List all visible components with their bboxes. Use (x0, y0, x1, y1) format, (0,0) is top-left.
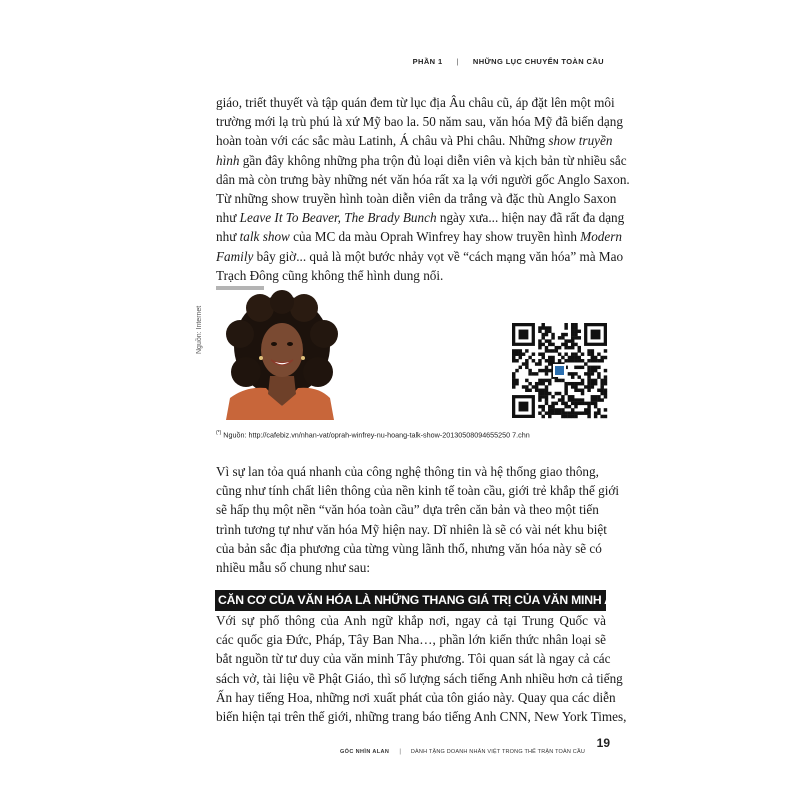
portrait-illustration (216, 294, 343, 420)
p1-line-7 (216, 208, 625, 227)
p1-line-9 (216, 247, 624, 266)
p1-line-3 (216, 131, 613, 150)
p3-line-5: Ấn hay tiếng Hoa, những nơi xuất phát của tôn giáo này. Quay qua các diễn (216, 689, 616, 705)
decorative-rule (216, 286, 264, 290)
footer-subtitle: DÀNH TẶNG DOANH NHÂN VIỆT TRONG THẾ TRẬN TOÀN CẦU (410, 749, 585, 755)
p1-line-5: dân mà còn trưng bày những nét văn hóa rất xa lạ với người gốc Anglo Saxon. (216, 171, 630, 187)
p2-line-2: cũng như tính chất liên thông của nền kinh tế toàn cầu, giới trẻ khắp thế giới (216, 483, 620, 499)
p2-line-4: trình tương tự như văn hóa Mỹ hiện nay. Dĩ nhiên là sẽ có vài nét khu biệt (216, 521, 607, 537)
p3-line-1: Với sự phổ thông của Anh ngữ khắp nơi, ngay cả tại Trung Quốc và (216, 613, 606, 628)
chapter-title: NHỮNG LỤC CHUYỂN TOÀN CẦU (472, 57, 604, 66)
p2-line-1: Vì sự lan tỏa quá nhanh của công nghệ thông tin và hệ thống giao thông, (216, 464, 599, 479)
page-footer (340, 736, 610, 758)
footer-book-title: GÓC NHÌN ALAN (340, 749, 390, 755)
p1-line-9-text: bây giờ... quả là một bước nhảy vọt về “cách mạng văn hóa” mà Mao (256, 248, 624, 264)
p3-line-2: các quốc gia Đức, Pháp, Tây Ban Nha…, phần lớn kiến thức nhân loại sẽ (216, 632, 606, 648)
p1-line-2: trường mới lạ trù phú là xứ Mỹ bao la. 50 năm sau, văn hóa Mỹ đã biến dạng (216, 114, 623, 130)
p1-line-7-text-b: ngày xưa... hiện nay đã rất đa dạng (439, 210, 625, 226)
qr-finder-top-left (512, 323, 535, 346)
paragraph-3 (216, 611, 627, 726)
source-note-link[interactable]: Nguồn: http://cafebiz.vn/nhan-vat/oprah-winfrey-nu-hoang-talk-show-20130508094655250 7.chn (223, 430, 530, 440)
p1-line-4-text: gần đây không những pha trộn đủ loại diễn viên và kịch bản từ nhiều sắc (242, 152, 627, 168)
p1-line-8 (216, 227, 622, 246)
photo-credit (196, 296, 210, 356)
photo-credit-text: Nguồn: Internet (196, 305, 203, 354)
source-note-marker: (*) (216, 430, 222, 436)
p1-line-4-italic: hình (216, 152, 240, 168)
p3-line-6: biến hiện tại trên thế giới, những trang báo tiếng Anh CNN, New York Times, (216, 709, 627, 725)
p1-line-4 (216, 151, 627, 170)
qr-code[interactable] (512, 323, 607, 418)
portrait-face (261, 323, 303, 377)
p1-line-8-italic-1: talk show (239, 229, 290, 245)
p3-line-4: sách vở, tài liệu về Phật Giáo, thì số lượng sách tiếng Anh nhiều hơn cả tiếng (216, 670, 623, 686)
p1-line-7-italic: Leave It To Beaver, The Brady Bunch (239, 210, 437, 226)
qr-code-graphic (512, 323, 607, 418)
p1-line-3-text: hoàn toàn với các sắc màu Latinh, Á châu và Phi châu. Những (216, 133, 546, 149)
p1-line-1: giáo, triết thuyết và tập quán đem từ lục địa Âu châu cũ, áp đặt lên một môi (216, 95, 615, 110)
source-note (216, 430, 616, 439)
running-head-separator: | (456, 57, 459, 66)
qr-finder-bottom-left (512, 395, 535, 418)
running-head (413, 57, 604, 66)
p2-line-3: sẽ hấp thụ một nền “văn hóa toàn cầu” dựa trên căn bản và theo một tiến (216, 502, 599, 518)
p1-line-8-text-b: của MC da màu Oprah Winfrey hay show truyền hình (293, 229, 577, 245)
p1-line-10: Trạch Đông cũng không thể hình dung nổi. (216, 267, 444, 283)
p1-line-8-italic-2: Modern (580, 229, 622, 245)
p2-line-5: của bản sắc địa phương của từng vùng lãnh thổ, nhưng văn hóa này sẽ có (216, 540, 602, 556)
p1-line-7-text-a: như (216, 210, 237, 226)
p1-line-8-text-a: như (216, 229, 237, 245)
oprah-winfrey-portrait (216, 294, 343, 420)
p1-line-3-italic: show truyền (548, 133, 613, 149)
part-label: PHẦN 1 (412, 57, 443, 66)
page-number: 19 (596, 736, 610, 750)
paragraph-2 (216, 462, 620, 577)
qr-finder-top-right (584, 323, 607, 346)
p1-line-6: Từ những show truyền hình toàn diễn viên da trắng và đặc thù Anglo Saxon (216, 191, 617, 207)
footer-separator: | (399, 749, 401, 755)
paragraph-1 (216, 93, 630, 285)
section-heading: CĂN CƠ CỦA VĂN HÓA LÀ NHỮNG THANG GIÁ TRỊ CỦA VĂN MINH ANGLO SAXON (215, 590, 606, 611)
p3-line-3: bắt nguồn từ tư duy của văn minh Tây phương. Tôi quan sát là ngay cả các (216, 651, 611, 667)
p1-line-9-italic: Family (216, 248, 254, 264)
p2-line-6: nhiều mẫu số chung như sau: (216, 560, 371, 576)
